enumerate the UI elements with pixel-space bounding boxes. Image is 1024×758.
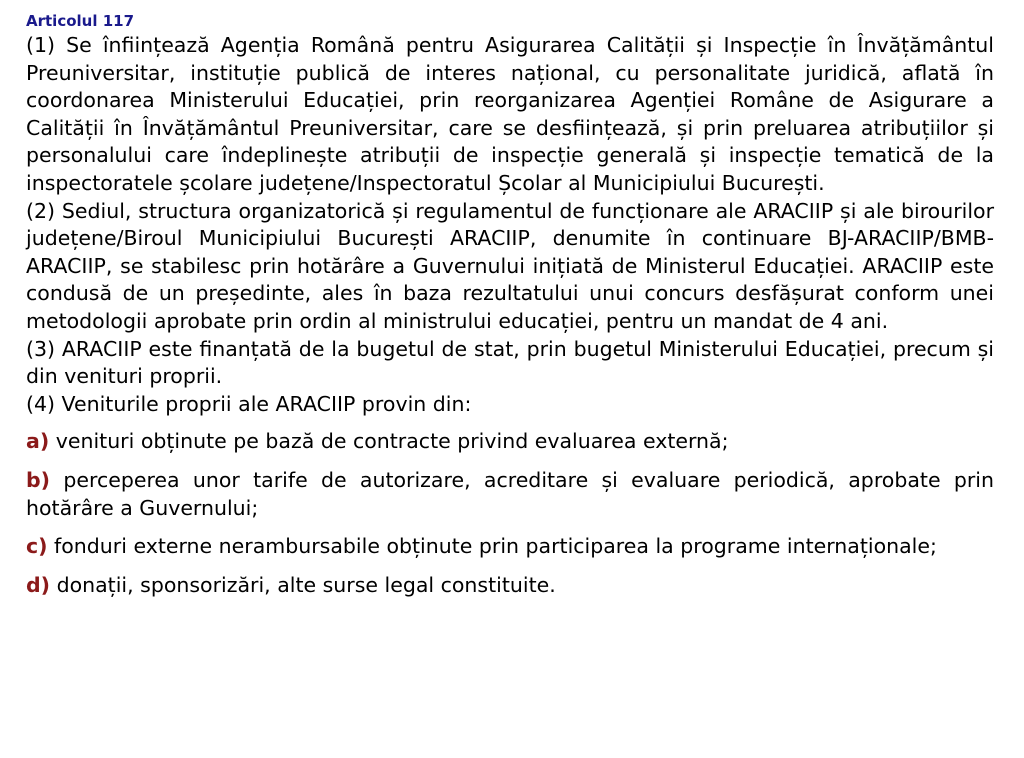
- paragraph-3: (3) ARACIIP este finanțată de la bugetul de stat, prin bugetul Ministerului Educației, precum și din venituri proprii.: [26, 336, 994, 389]
- paragraph-4: (4) Veniturile proprii ale ARACIIP provin din:: [26, 391, 472, 416]
- item-letter-d: d): [26, 572, 51, 597]
- item-text-c: fonduri externe nerambursabile obținute prin participarea la programe internaționale;: [47, 534, 937, 559]
- paragraph-1: (1) Se înființează Agenția Română pentru Asigurarea Calității și Inspecție în Învățământul Preuniversitar, instituție publică de interes național, cu personalitate juridică, aflată în coordonarea Ministerului Educației, prin reorganizarea Agenției Române de Asigurare a Calității în Învățământul Preuniversitar, care se desființează, și prin preluarea atribuțiilor și personalului care îndeplinește atribuții de inspecție generală și inspecție tematică de la inspectoratele școlare județene/Inspectoratul Școlar al Municipiului București.: [26, 33, 994, 195]
- list-item-a: [26, 428, 994, 456]
- article-container: [26, 10, 994, 599]
- list-item-b: [26, 467, 994, 522]
- item-letter-b: b): [26, 467, 51, 492]
- item-text-a: venituri obținute pe bază de contracte privind evaluarea externă;: [49, 429, 729, 454]
- list-item-d: [26, 572, 994, 600]
- item-text-b: perceperea unor tarife de autorizare, acreditare și evaluare periodică, aprobate prin hotărâre a Guvernului;: [26, 467, 994, 520]
- item-letter-c: c): [26, 534, 48, 559]
- list-item-c: [26, 533, 994, 561]
- article-title[interactable]: Articolul 117: [26, 12, 135, 30]
- item-text-d: donații, sponsorizări, alte surse legal constituite.: [50, 572, 556, 597]
- paragraph-2: (2) Sediul, structura organizatorică și regulamentul de funcționare ale ARACIIP și ale birourilor județene/Biroul Municipiului București ARACIIP, denumite în continuare BJ-ARACIIP/BMB-ARACIIP, se stabilesc prin hotărâre a Guvernului inițiată de Ministerul Educației. ARACIIP este condusă de un președinte, ales în baza rezultatului unui concurs desfășurat conform unei metodologii aprobate prin ordin al ministrului educației, pentru un mandat de 4 ani.: [26, 198, 994, 333]
- item-letter-a: a): [26, 429, 50, 454]
